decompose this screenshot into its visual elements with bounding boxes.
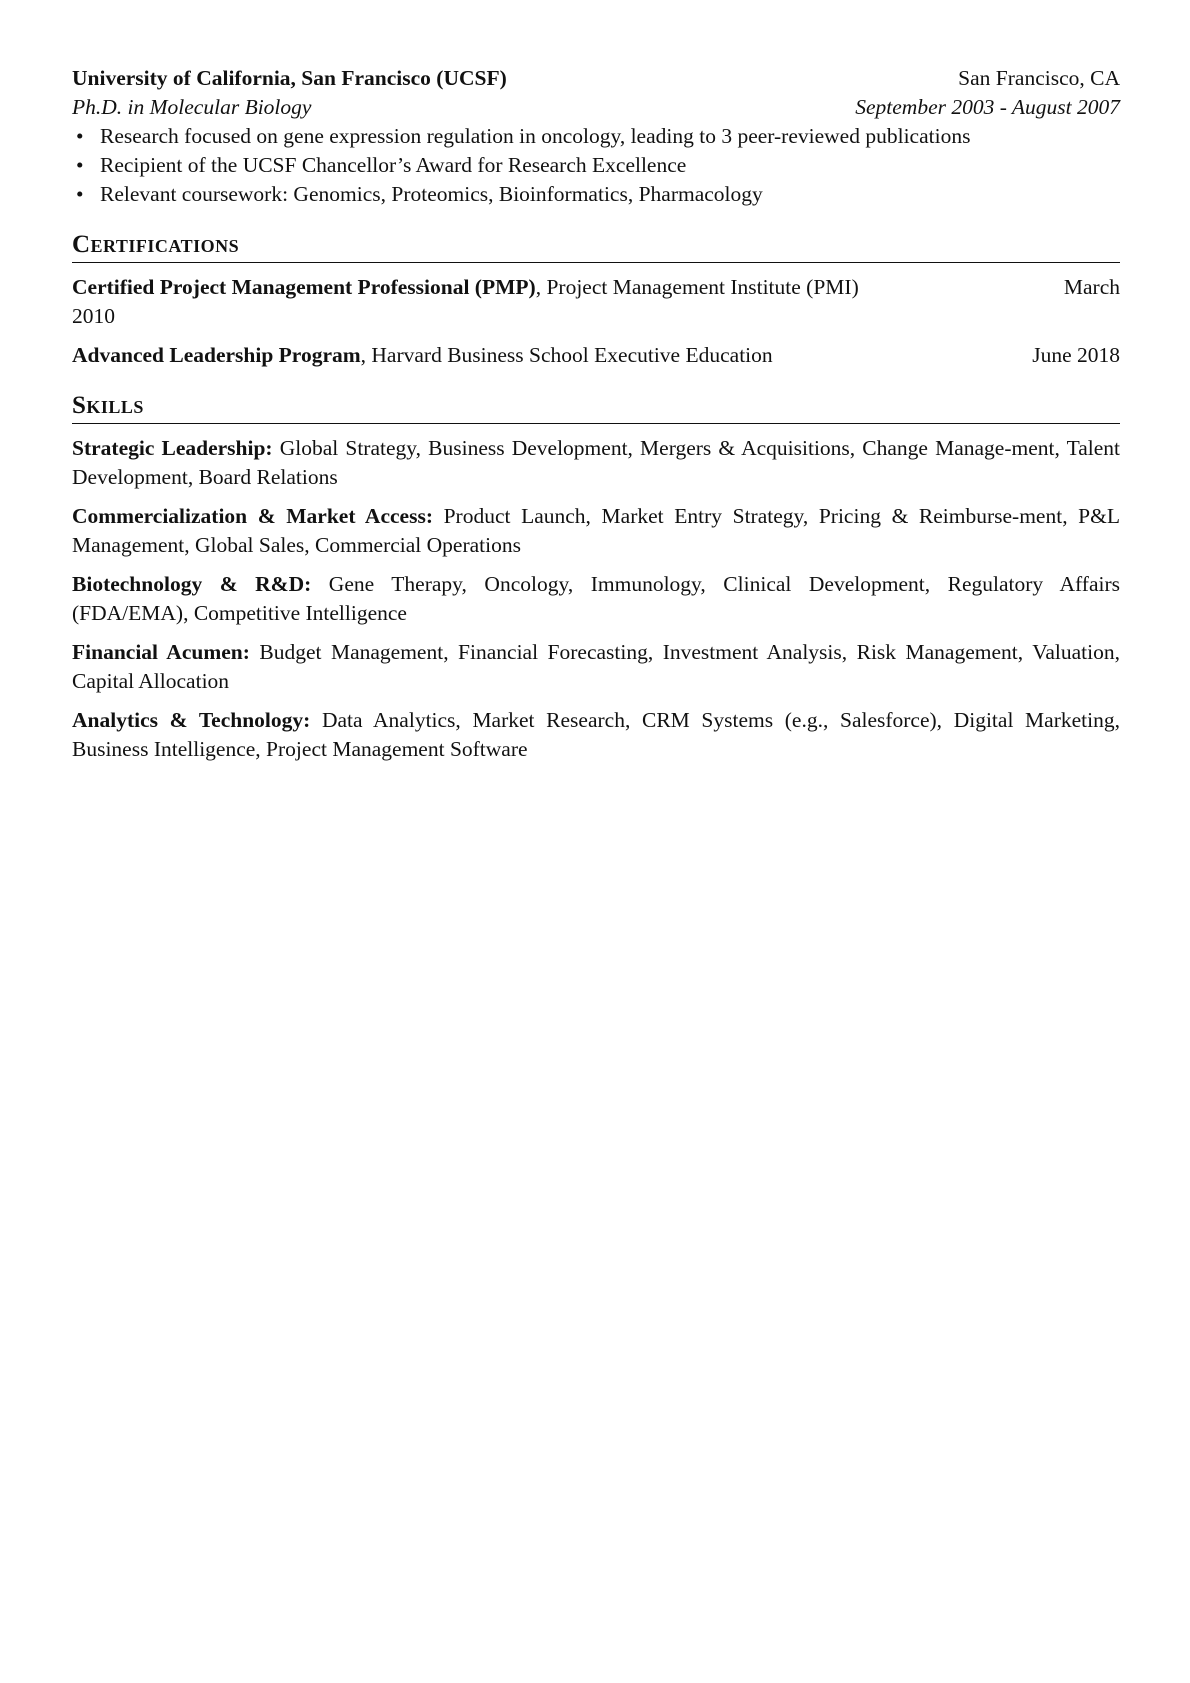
certification-date-month: March xyxy=(1063,275,1120,299)
list-item xyxy=(72,151,1120,180)
skill-label: Financial Acumen: xyxy=(72,640,250,664)
skill-label: Strategic Leadership: xyxy=(72,436,273,460)
certification-issuer: , Project Management Institute (PMI) xyxy=(535,275,859,299)
skill-text: Gene Therapy, Oncology, Immunology, Clinical Development, Regulatory Affairs (FDA/EMA), Competitive Intelligence xyxy=(72,572,1120,625)
institution-name: University of California, San Francisco (UCSF) xyxy=(72,66,507,90)
certification-name: Certified Project Management Professional (PMP) xyxy=(72,275,536,299)
certification-name: Advanced Leadership Program xyxy=(72,343,361,367)
education-bullets xyxy=(72,122,1120,209)
degree-dates: September 2003 - August 2007 xyxy=(855,95,1120,119)
education-degree-row xyxy=(72,93,1120,122)
skills-heading: Skills xyxy=(72,390,1120,424)
certification-name-issuer xyxy=(72,341,773,370)
bullet-text: Recipient of the UCSF Chancellor’s Award for Research Excellence xyxy=(100,153,687,177)
degree-title: Ph.D. in Molecular Biology xyxy=(72,95,312,119)
certification-item xyxy=(72,341,1120,370)
certification-date-year: 2010 xyxy=(72,304,115,328)
certification-line xyxy=(72,341,1120,370)
skill-text: Budget Management, Financial Forecasting, Investment Analysis, Risk Management, Valuation, Capital Allocation xyxy=(72,640,1120,693)
certification-date: June 2018 xyxy=(1032,343,1120,367)
skill-label: Analytics & Technology: xyxy=(72,708,311,732)
skill-label: Commercialization & Market Access: xyxy=(72,504,433,528)
skill-text: Product Launch, Market Entry Strategy, Pricing & Reimburse-ment, P&L Management, Global Sales, Commercial Operations xyxy=(72,504,1120,557)
bullet-text: Research focused on gene expression regulation in oncology, leading to 3 peer-reviewed publications xyxy=(100,124,971,148)
list-item xyxy=(72,122,1120,151)
skill-item xyxy=(72,434,1120,492)
certifications-heading: Certifications xyxy=(72,229,1120,263)
bullet-icon: • xyxy=(76,124,84,148)
skill-label: Biotechnology & R&D: xyxy=(72,572,312,596)
institution-location: San Francisco, CA xyxy=(958,66,1120,90)
resume-page xyxy=(72,64,1120,764)
certification-line xyxy=(72,273,1120,302)
certification-name-issuer xyxy=(72,273,859,302)
skill-item xyxy=(72,706,1120,764)
list-item xyxy=(72,180,1120,209)
education-header-row xyxy=(72,64,1120,93)
skill-text: Data Analytics, Market Research, CRM Systems (e.g., Salesforce), Digital Marketing, Business Intelligence, Project Management Software xyxy=(72,708,1120,761)
certification-item xyxy=(72,273,1120,331)
skill-text: Global Strategy, Business Development, Mergers & Acquisitions, Change Manage-ment, Talent Development, Board Relations xyxy=(72,436,1121,489)
skill-item xyxy=(72,638,1120,696)
skill-item xyxy=(72,502,1120,560)
skill-item xyxy=(72,570,1120,628)
certification-issuer: , Harvard Business School Executive Education xyxy=(360,343,773,367)
bullet-text: Relevant coursework: Genomics, Proteomics, Bioinformatics, Pharmacology xyxy=(100,182,763,206)
bullet-icon: • xyxy=(76,153,84,177)
bullet-icon: • xyxy=(76,182,84,206)
